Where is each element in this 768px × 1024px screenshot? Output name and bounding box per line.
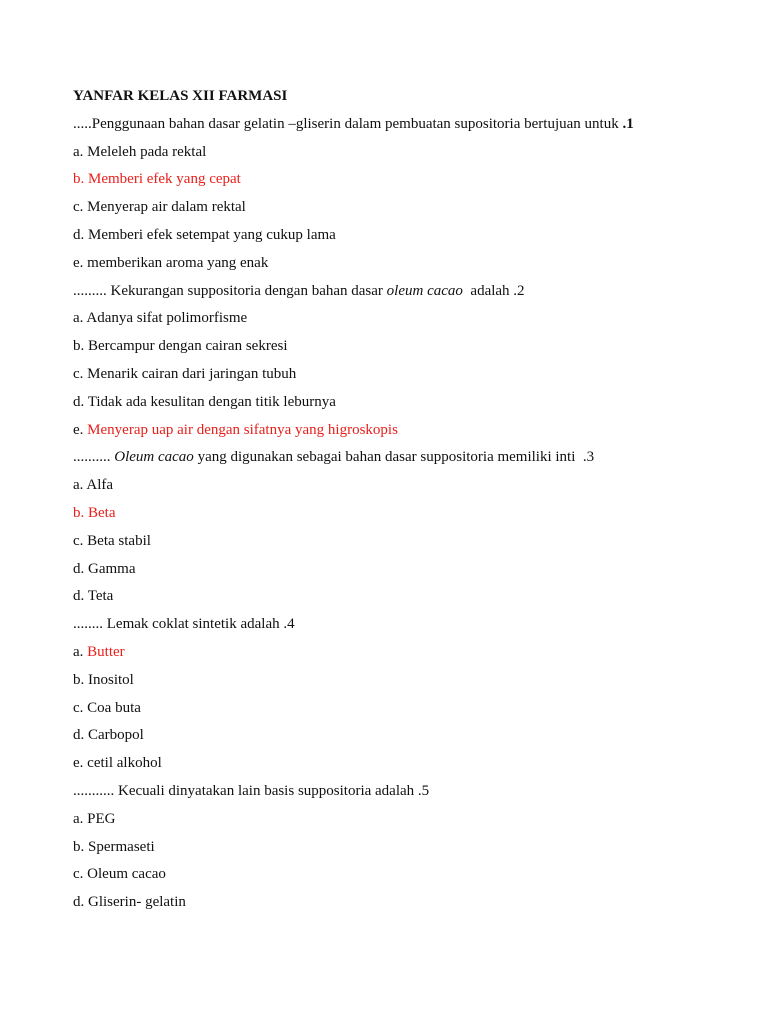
q4-option-e: e. cetil alkohol [73,755,162,772]
q2-option-e-correct: e. Menyerap uap air dengan sifatnya yang higroskopis [73,421,398,438]
question-1-number: .1 [622,115,634,132]
q4-option-c: c. Coa buta [73,699,141,716]
q1-option-c: c. Menyerap air dalam rektal [73,199,246,216]
q5-option-a: a. PEG [73,810,116,827]
q3-option-d2: d. Teta [73,588,114,605]
q5-option-d: d. Gliserin- gelatin [73,894,186,911]
q3-option-c: c. Beta stabil [73,532,151,549]
question-2-italic-term: oleum cacao [386,282,463,299]
question-4: ........ Lemak coklat sintetik adalah .4 [73,616,295,633]
page-title: YANFAR KELAS XII FARMASI [73,88,288,104]
q3-option-b-correct: b. Beta [73,504,116,521]
q2-option-c: c. Menarik cairan dari jaringan tubuh [73,365,297,382]
q2-option-a: a. Adanya sifat polimorfisme [73,310,248,327]
q1-option-a: a. Meleleh pada rektal [73,143,207,160]
question-1 [73,112,748,140]
q4-option-b: b. Inositol [73,671,134,688]
q5-option-c: c. Oleum cacao [73,866,166,883]
document-page [73,84,748,918]
q3-option-a: a. Alfa [73,477,114,494]
q2-option-b: b. Bercampur dengan cairan sekresi [73,338,288,355]
question-3-italic-term: Oleum cacao [114,449,194,466]
q4-option-a-correct: a. Butter [73,643,125,660]
question-2: ......... Kekurangan suppositoria dengan bahan dasar oleum cacao adalah .2 [73,282,525,299]
q3-option-d: d. Gamma [73,560,136,577]
question-3: .......... Oleum cacao yang digunakan sebagai bahan dasar suppositoria memiliki inti .3 [73,449,595,466]
q1-option-b-correct: b. Memberi efek yang cepat [73,171,241,188]
question-5: ........... Kecuali dinyatakan lain basis suppositoria adalah .5 [73,782,430,799]
q1-option-e: e. memberikan aroma yang enak [73,254,269,271]
q5-option-b: b. Spermaseti [73,838,155,855]
q1-option-d: d. Memberi efek setempat yang cukup lama [73,226,336,243]
q2-option-d: d. Tidak ada kesulitan dengan titik leburnya [73,393,336,410]
question-1-text: .....Penggunaan bahan dasar gelatin –gliserin dalam pembuatan supositoria bertujuan untuk [73,115,619,132]
q4-option-d: d. Carbopol [73,727,144,744]
